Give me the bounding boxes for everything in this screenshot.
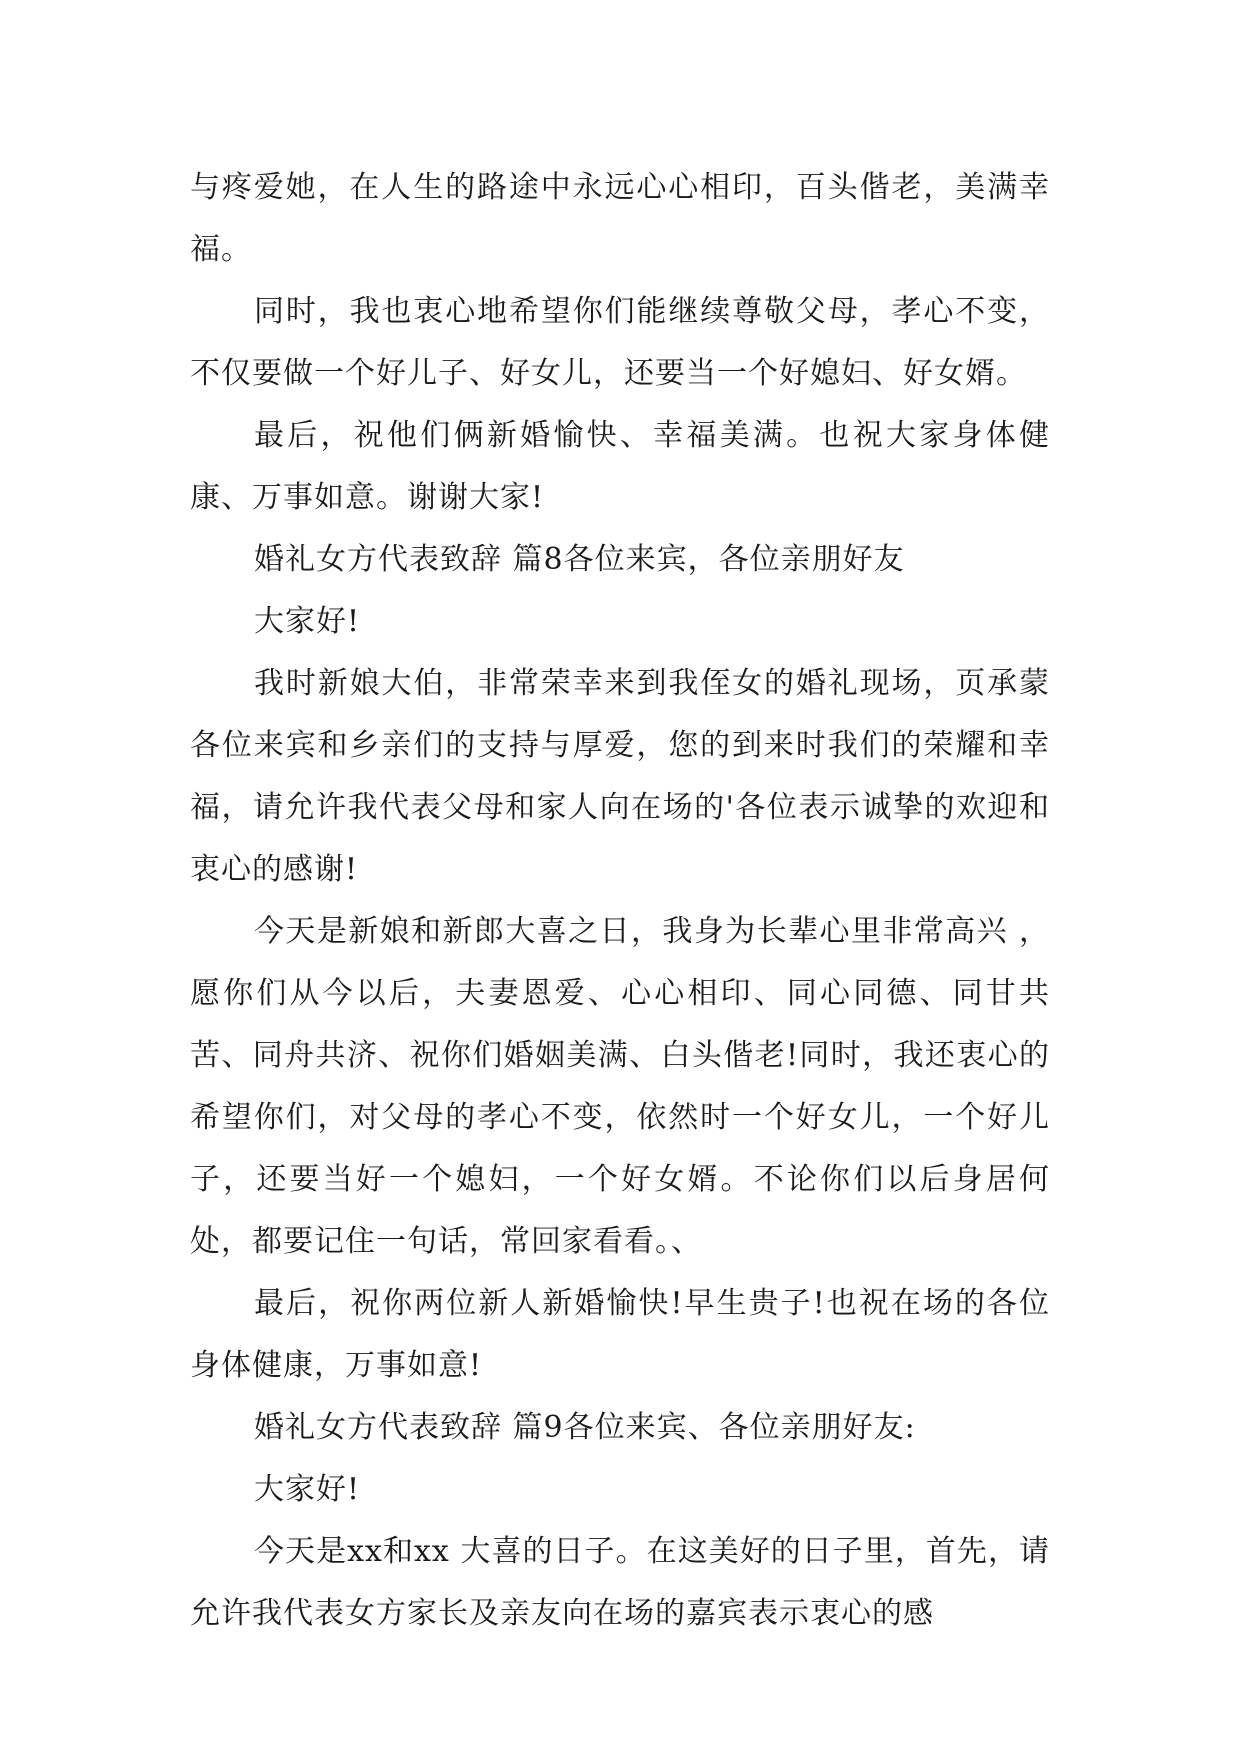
paragraph: 最后，祝他们俩新婚愉快、幸福美满。也祝大家身体健康、万事如意。谢谢大家! <box>190 418 1050 515</box>
document-body <box>190 157 1050 1645</box>
paragraph: 同时，我也衷心地希望你们能继续尊敬父母，孝心不变，不仅要做一个好儿子、好女儿，还要当一个好媳妇、好女婿。 <box>190 294 1050 391</box>
section-heading: 婚礼女方代表致辞 篇8各位来宾，各位亲朋好友 <box>254 542 905 577</box>
greeting: 大家好! <box>254 604 361 639</box>
paragraph: 今天是新娘和新郎大喜之日，我身为长辈心里非常高兴 ，愿你们从今以后，夫妻恩爱、心心相印、同心同德、同甘共苦、同舟共济、祝你们婚姻美满、白头偕老!同时，我还衷心的希望你们，对父母的孝心不变，依然时一个好女儿，一个好儿子，还要当好一个媳妇，一个好女婿。不论你们以后身居何处，都要记住一句话，常回家看看。、 <box>190 914 1050 1259</box>
paragraph: 今天是xx和xx 大喜的日子。在这美好的日子里，首先，请允许我代表女方家长及亲友向在场的嘉宾表示衷心的感 <box>190 1534 1050 1631</box>
greeting: 大家好! <box>254 1472 361 1507</box>
paragraph: 最后，祝你两位新人新婚愉快!早生贵子!也祝在场的各位身体健康，万事如意! <box>190 1286 1050 1383</box>
section-heading: 婚礼女方代表致辞 篇9各位来宾、各位亲朋好友: <box>254 1410 916 1445</box>
paragraph: 与疼爱她，在人生的路途中永远心心相印，百头偕老，美满幸福。 <box>190 170 1050 267</box>
paragraph: 我时新娘大伯，非常荣幸来到我侄女的婚礼现场，页承蒙各位来宾和乡亲们的支持与厚爱，您的到来时我们的荣耀和幸福，请允许我代表父母和家人向在场的'各位表示诚挚的欢迎和衷心的感谢! <box>190 666 1050 887</box>
